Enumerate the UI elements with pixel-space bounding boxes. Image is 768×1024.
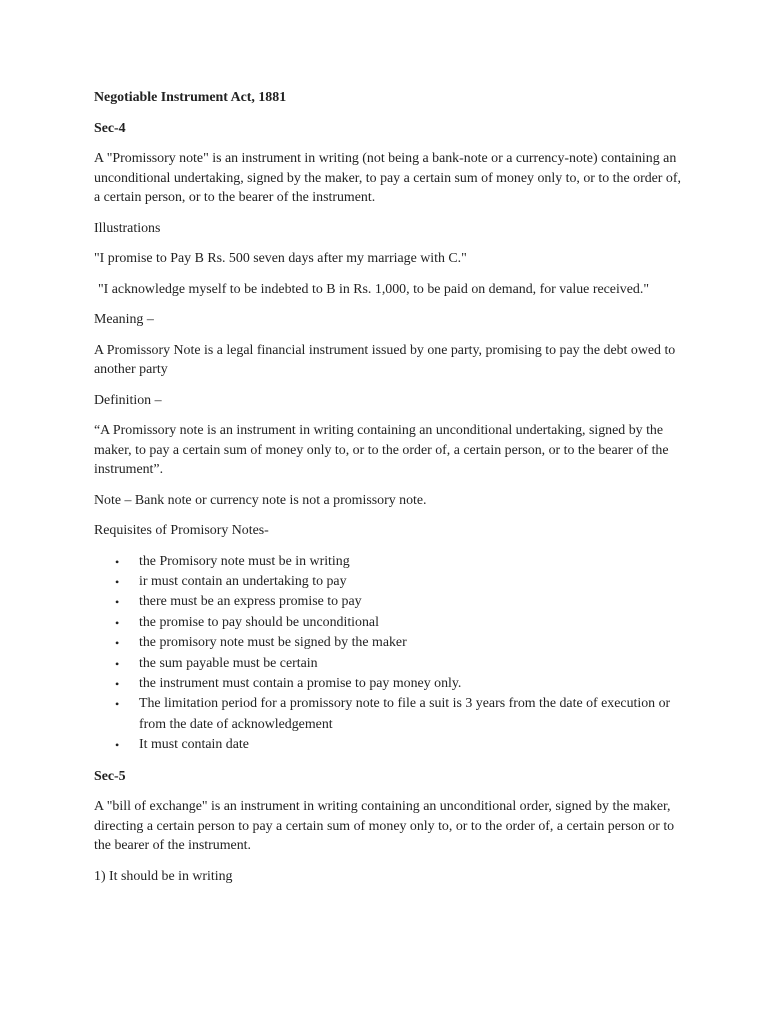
bullet-icon: • (115, 554, 120, 569)
illustration-2: "I acknowledge myself to be indebted to B in Rs. 1,000, to be paid on demand, for value received." (98, 281, 649, 297)
list-item-text: the promisory note must be signed by the maker (139, 635, 407, 651)
list-item-text: the promise to pay should be unconditional (139, 614, 379, 630)
note-text: Note – Bank note or currency note is not a promissory note. (94, 492, 427, 508)
section-heading-sec4: Sec-4 (94, 120, 126, 136)
meaning-heading: Meaning – (94, 312, 154, 327)
bullet-icon: • (115, 615, 120, 630)
bullet-icon: • (115, 656, 120, 671)
bullet-icon: • (115, 574, 120, 589)
bullet-icon: • (115, 676, 120, 691)
list-item-text: It must contain date (139, 737, 249, 753)
document-page (94, 88, 684, 897)
list-item (94, 572, 684, 592)
bullet-icon: • (115, 738, 120, 753)
meaning-text: A Promissory Note is a legal financial instrument issued by one party, promising to pay the debt owed to another party (94, 342, 676, 377)
list-item (94, 613, 684, 633)
list-item (94, 592, 684, 612)
list-item-text: the instrument must contain a promise to pay money only. (139, 675, 462, 691)
definition-quote: “A Promissory note is an instrument in writing containing an unconditional undertaking, signed by the maker, to pay a certain sum of money only to, or to the order of, a certain person, or to the bearer of the instrument”. (94, 423, 669, 477)
list-item-text: ir must contain an undertaking to pay (139, 573, 347, 589)
sec5-point-1: 1) It should be in writing (94, 868, 233, 884)
list-item (94, 654, 684, 674)
list-item (94, 633, 684, 653)
list-item-text: the sum payable must be certain (139, 655, 318, 671)
requisites-list (94, 552, 684, 756)
illustration-1: "I promise to Pay B Rs. 500 seven days after my marriage with C." (94, 251, 467, 266)
promissory-note-definition: A "Promissory note" is an instrument in writing (not being a bank-note or a currency-note) containing an unconditional undertaking, signed by the maker, to pay a certain sum of money only to, or to the order of, a certain person, or to the bearer of the instrument. (94, 151, 681, 205)
bullet-icon: • (115, 636, 120, 651)
list-item-text: there must be an express promise to pay (139, 594, 362, 610)
list-item (94, 552, 684, 572)
document-title: Negotiable Instrument Act, 1881 (94, 90, 287, 105)
list-item-text: the Promisory note must be in writing (139, 553, 350, 569)
illustrations-heading: Illustrations (94, 220, 161, 236)
bill-of-exchange-definition: A "bill of exchange" is an instrument in writing containing an unconditional order, signed by the maker, directing a certain person to pay a certain sum of money only to, or to the order of, a certain person or to the bearer of the instrument. (94, 799, 675, 854)
list-item-text: The limitation period for a promissory note to file a suit is 3 years from the date of execution or from the date of acknowledgement (139, 696, 671, 732)
bullet-icon: • (115, 697, 120, 712)
list-item (94, 674, 684, 694)
list-item (94, 694, 684, 735)
list-item (94, 735, 684, 755)
definition-heading: Definition – (94, 392, 162, 408)
section-heading-sec5: Sec-5 (94, 768, 126, 784)
requisites-heading: Requisites of Promisory Notes- (94, 523, 269, 538)
bullet-icon: • (115, 595, 120, 610)
